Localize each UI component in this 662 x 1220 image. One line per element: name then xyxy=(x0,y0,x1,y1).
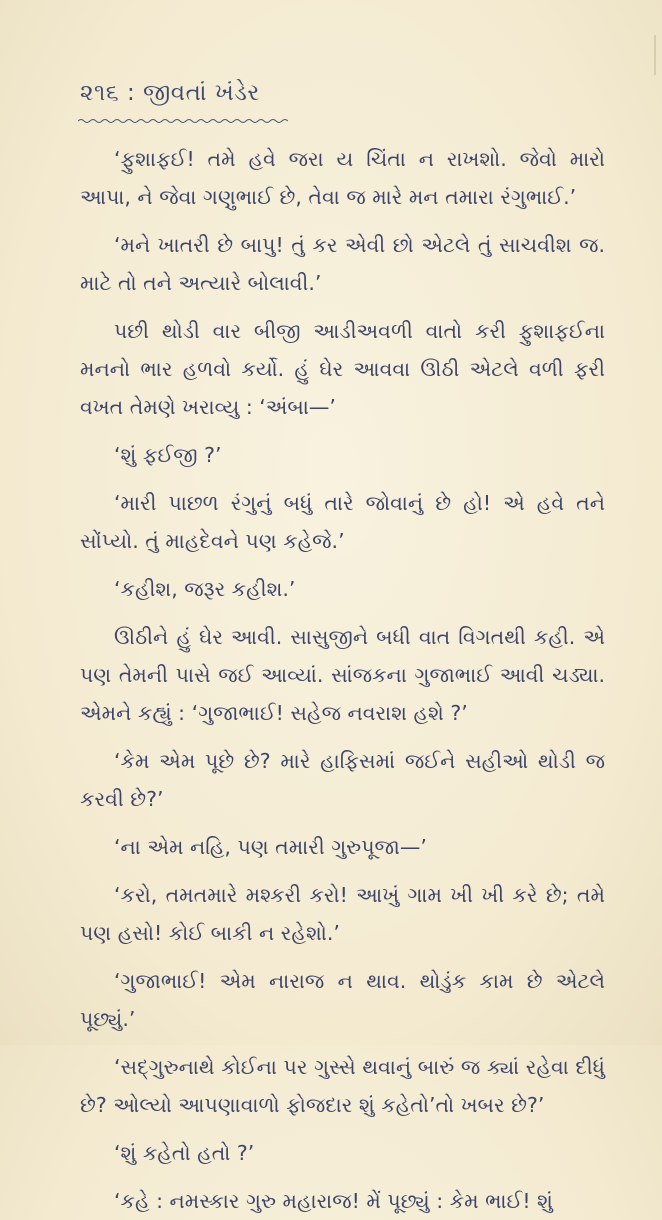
paragraph: ‘કહીશ, જરૂર કહીશ.’ xyxy=(114,577,296,601)
page-edge-mark xyxy=(654,35,656,75)
book-title: જીવતાં ખંડેર xyxy=(143,80,260,106)
running-header xyxy=(80,80,260,106)
paragraph: ‘કેમ એમ પૂછે છે? મારે હાફિસમાં જઈને સહીઓ થોડી જ કરવી છે?’ xyxy=(80,749,605,811)
header-wavy-rule xyxy=(78,118,288,124)
paragraph: ‘શું ફઈજી ?’ xyxy=(114,443,222,467)
paragraph: ‘કહે : નમસ્કાર ગુરુ મહારાજ! મેં પૂછ્યું : કેમ ભાઈ! શું xyxy=(114,1189,553,1213)
paragraph: ‘મારી પાછળ રંગુનું બધું તારે જોવાનું છે હો! એ હવે તને સોંપ્યો. તું માહદેવને પણ કહેજે.’ xyxy=(80,491,605,553)
paragraph: ‘સદ્ગુરુનાથે કોઈના પર ગુસ્સે થવાનું બારું જ ક્યાં રહેવા દીધું છે? ઓલ્યો આપણાવાળો ફોજદાર શું કહેતો’તો ખબર છે?’ xyxy=(80,1055,605,1117)
paragraph: ઊઠીને હું ઘેર આવી. સાસુજીને બધી વાત વિગતથી કહી. એ પણ તેમની પાસે જઈ આવ્યાં. સાંજકના ગુજાભાઈ આવી ચડ્યા. એમને કહ્યું : ‘ગુજાભાઈ! સહેજ નવરાશ હશે ?’ xyxy=(80,625,605,725)
paragraph: પછી થોડી વાર બીજી આડીઅવળી વાતો કરી ફુશાફઈના મનનો ભાર હળવો કર્યો. હું ઘેર આવવા ઊઠી એટલે વળી ફરી વખત તેમણે ખરાવ્યુ : ‘અંબા—’ xyxy=(80,319,605,419)
paragraph: ‘ગુજાભાઈ! એમ નારાજ ન થાવ. થોડુંક કામ છે એટલે પૂછ્યું.’ xyxy=(80,969,605,1031)
paragraph: ‘ના એમ નહિ, પણ તમારી ગુરુપૂજા—’ xyxy=(114,835,427,859)
header-separator: : xyxy=(126,80,136,106)
paragraph: ‘કરો, તમતમારે મશ્કરી કરો! આખું ગામ ખી ખી કરે છે; તમે પણ હસો! કોઈ બાકી ન રહેશો.’ xyxy=(80,883,605,945)
paragraph: ‘મને ખાતરી છે બાપુ! તું કર એવી છો એટલે તું સાચવીશ જ. માટે તો તને અત્યારે બોલાવી.’ xyxy=(80,233,605,295)
paragraph: ‘ફુશાફઈ! તમે હવે જરા ય ચિંતા ન રાખશો. જેવો મારો આપા, ને જેવા ગણુભાઈ છે, તેવા જ મારે મન તમારા રંગુભાઈ.’ xyxy=(80,147,605,209)
paragraph: ‘શું કહેતો હતો ?’ xyxy=(114,1141,255,1165)
page-number: ૨૧૬ xyxy=(80,80,120,106)
body-text xyxy=(80,140,605,1220)
